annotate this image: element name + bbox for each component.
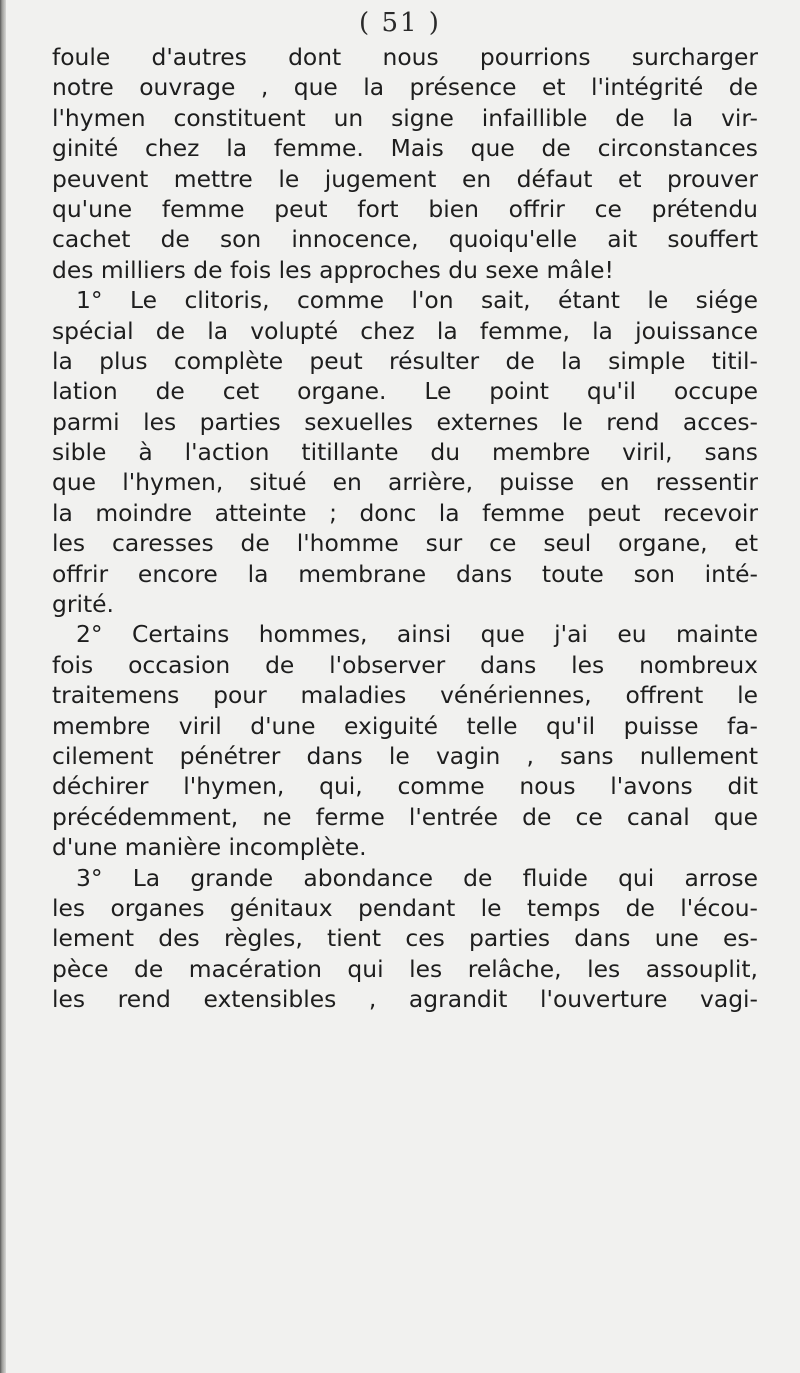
text-line: peuvent mettre le jugement en défaut et prouver bbox=[52, 164, 758, 193]
text-line: lation de cet organe. Le point qu'il occupe bbox=[52, 377, 758, 406]
text-line: les rend extensibles , agrandit l'ouverture vagi- bbox=[52, 985, 758, 1014]
text-line: les caresses de l'homme sur ce seul organe, et bbox=[52, 529, 758, 558]
text-line: membre viril d'une exiguité telle qu'il puisse fa- bbox=[52, 711, 758, 740]
text-line: foule d'autres dont nous pourrions surcharger bbox=[52, 43, 758, 71]
text-line: l'hymen constituent un signe infaillible de la vir- bbox=[52, 103, 758, 132]
page-number: ( 51 ) bbox=[359, 8, 441, 38]
text-line: déchirer l'hymen, qui, comme nous l'avons dit bbox=[52, 772, 758, 801]
text-line: 1° Le clitoris, comme l'on sait, étant le siége bbox=[76, 286, 758, 315]
text-line: que l'hymen, situé en arrière, puisse en ressentir bbox=[52, 468, 758, 497]
text-line: offrir encore la membrane dans toute son inté- bbox=[52, 559, 758, 588]
text-line: ginité chez la femme. Mais que de circonstances bbox=[52, 134, 758, 163]
text-line: précédemment, ne ferme l'entrée de ce canal que bbox=[52, 802, 758, 831]
text-line: 2° Certains hommes, ainsi que j'ai eu mainte bbox=[76, 620, 758, 649]
text-line: des milliers de fois les approches du sexe mâle! bbox=[52, 255, 614, 284]
text-line: qu'une femme peut fort bien offrir ce prétendu bbox=[52, 194, 758, 223]
text-line: 3° La grande abondance de fluide qui arrose bbox=[76, 863, 758, 892]
text-line: cilement pénétrer dans le vagin , sans nullement bbox=[52, 741, 758, 770]
text-line: la plus complète peut résulter de la simple titil- bbox=[52, 346, 758, 375]
text-line: grité. bbox=[52, 590, 114, 619]
text-line: les organes génitaux pendant le temps de l'écou- bbox=[52, 893, 758, 922]
text-line: la moindre atteinte ; donc la femme peut recevoir bbox=[52, 498, 758, 527]
text-line: parmi les parties sexuelles externes le rend acces- bbox=[52, 407, 758, 436]
text-line: sible à l'action titillante du membre viril, sans bbox=[52, 438, 758, 467]
text-line: spécial de la volupté chez la femme, la jouissance bbox=[52, 316, 758, 345]
body-text bbox=[52, 42, 758, 1015]
text-line: cachet de son innocence, quoiqu'elle ait souffert bbox=[52, 225, 758, 254]
text-line: lement des règles, tient ces parties dans une es- bbox=[52, 924, 758, 953]
text-line: d'une manière incomplète. bbox=[52, 833, 367, 862]
text-line: notre ouvrage , que la présence et l'intégrité de bbox=[52, 73, 758, 102]
text-line: pèce de macération qui les relâche, les assouplit, bbox=[52, 954, 758, 983]
page-binding-edge bbox=[0, 0, 6, 1373]
text-line: traitemens pour maladies vénériennes, offrent le bbox=[52, 681, 758, 710]
text-line: fois occasion de l'observer dans les nombreux bbox=[52, 650, 758, 679]
